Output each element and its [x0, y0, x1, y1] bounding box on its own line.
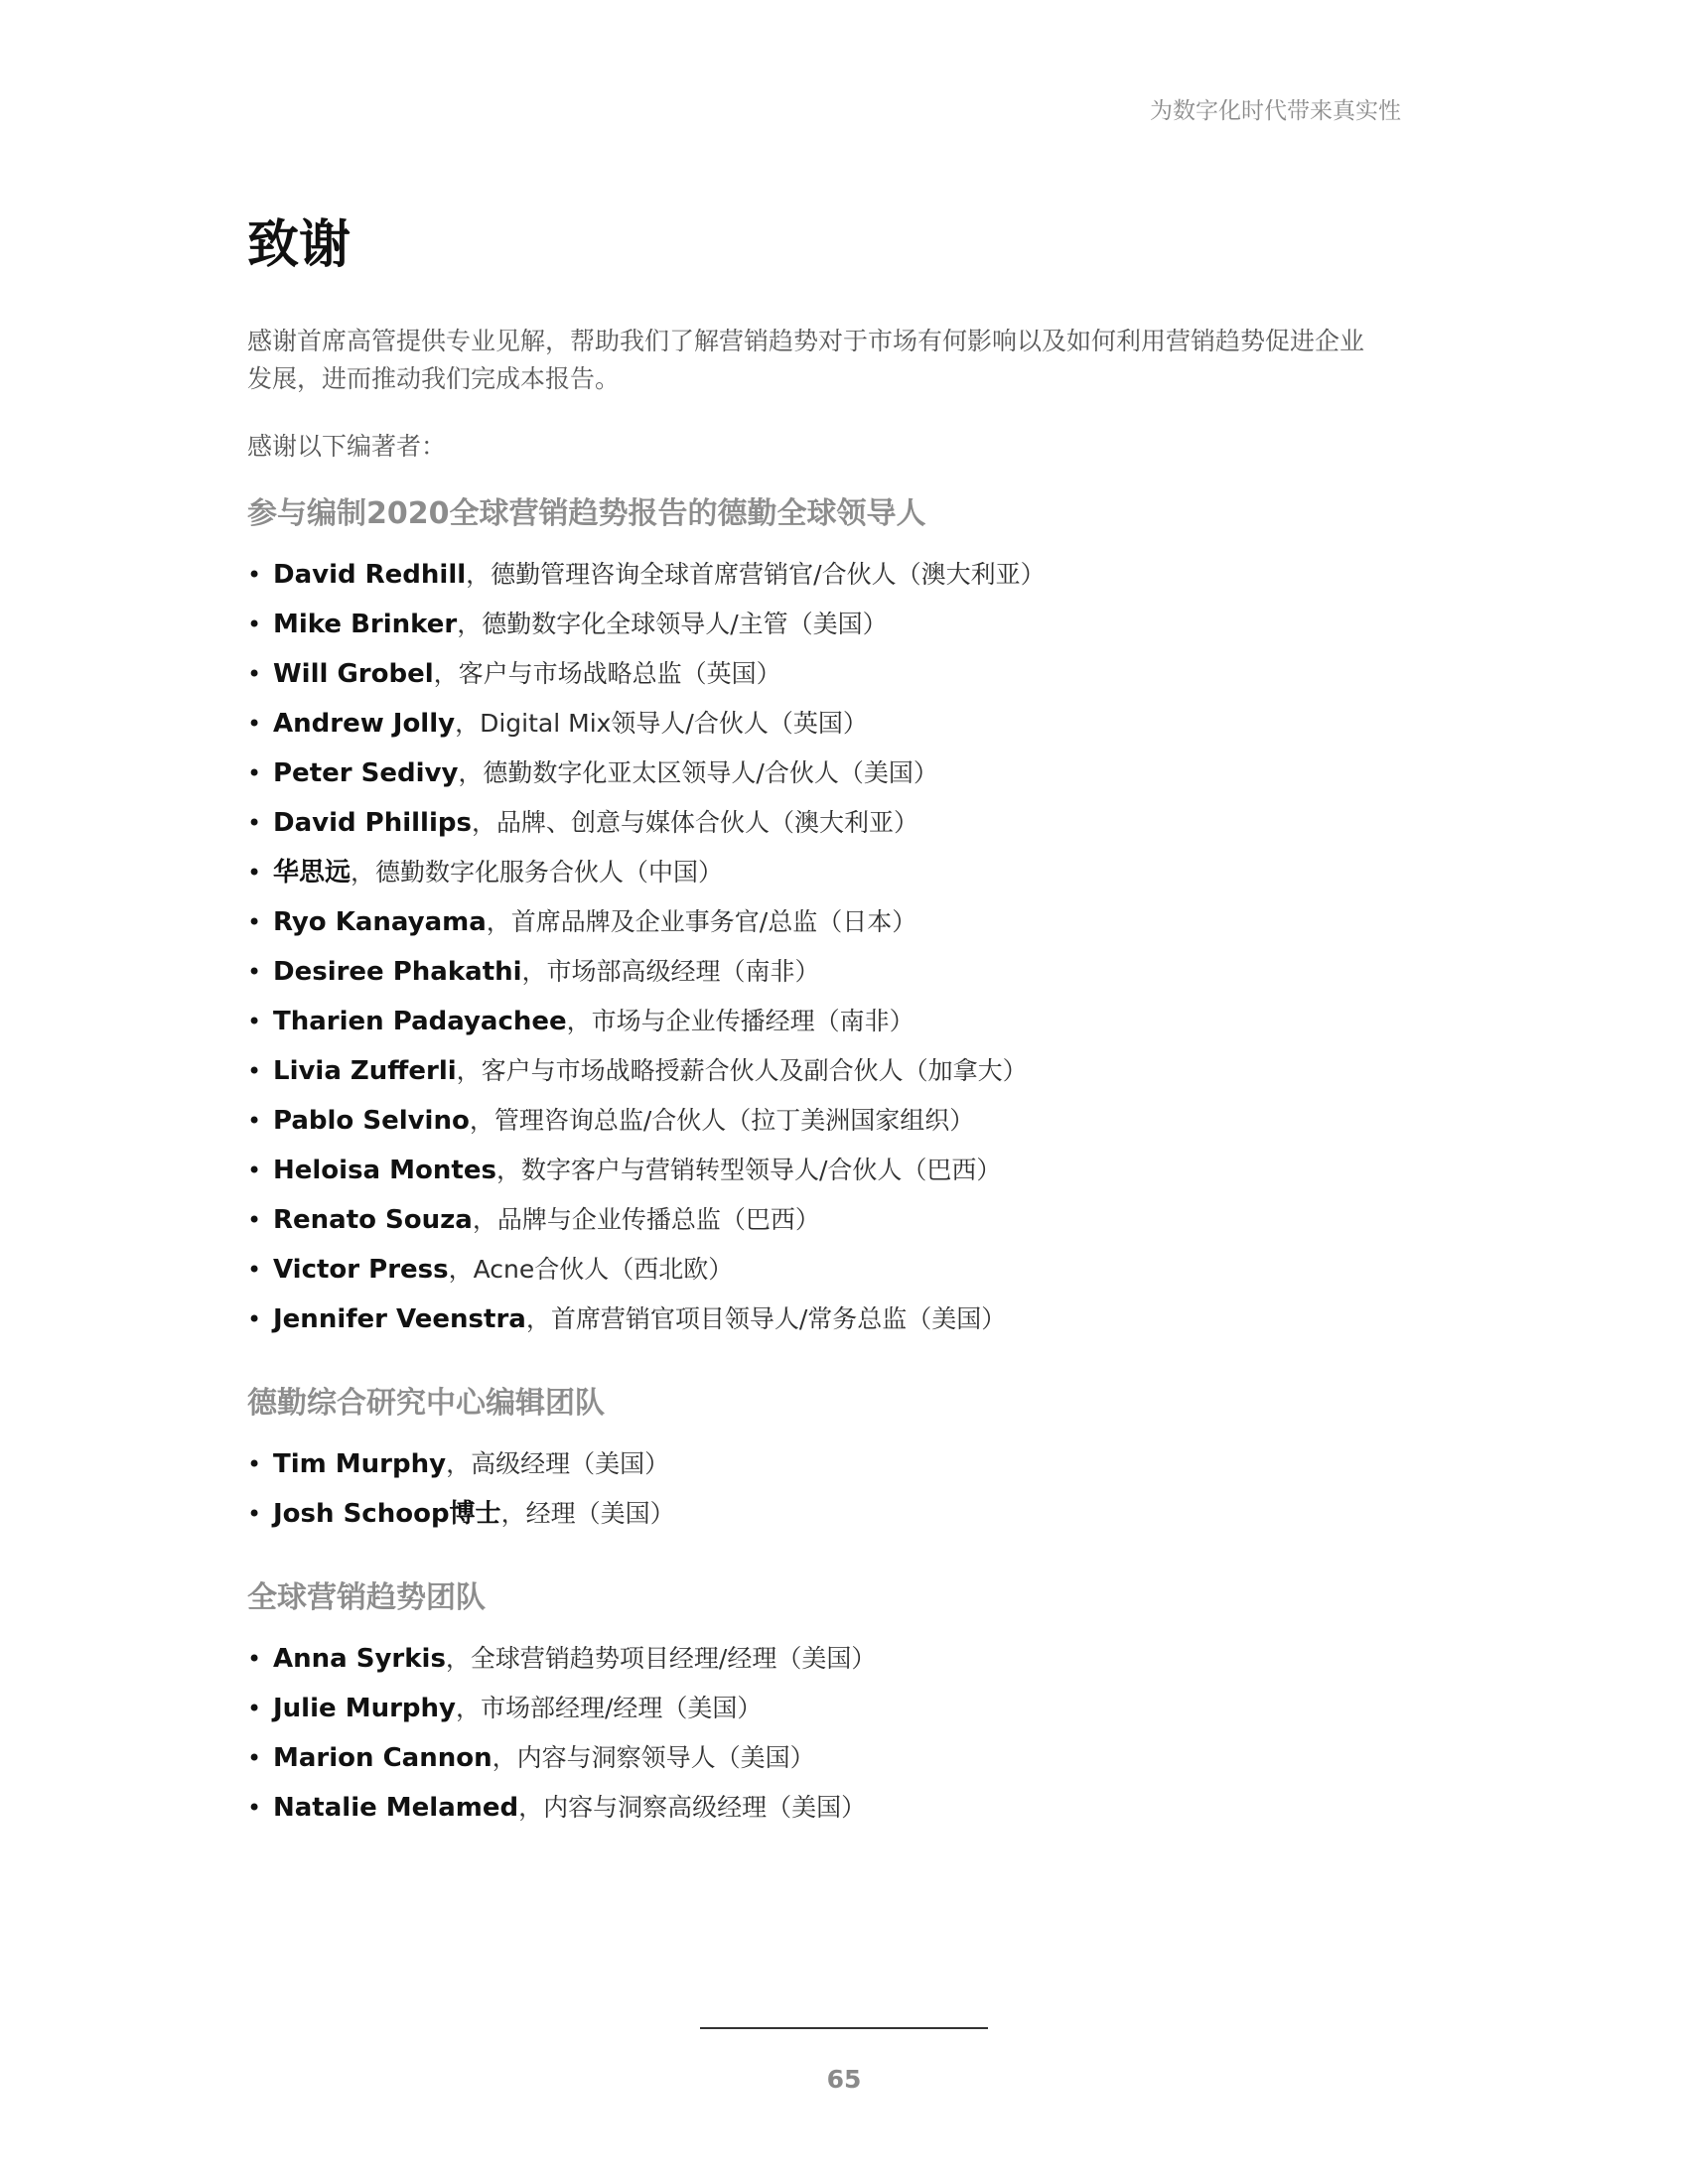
intro-line: 感谢首席高管提供专业见解，帮助我们了解营销趋势对于市场有何影响以及如何利用营销趋势促进企业	[247, 327, 1365, 355]
person-role: ，德勤数字化亚太区领导人/合伙人（美国）	[458, 758, 938, 787]
bullet-icon: •	[247, 1008, 262, 1035]
person-name: Will Grobel	[273, 659, 434, 689]
person-role: ，市场与企业传播经理（南非）	[566, 1007, 914, 1035]
list-item	[247, 699, 1439, 749]
list-item	[247, 649, 1439, 699]
bullet-icon: •	[247, 1645, 262, 1673]
people-list	[247, 1634, 1439, 1833]
list-item	[247, 947, 1439, 997]
list-item	[247, 1439, 1439, 1489]
person-name: Josh Schoop博士	[273, 1499, 501, 1529]
person-role: ，首席品牌及企业事务官/总监（日本）	[486, 907, 917, 936]
bullet-icon: •	[247, 1107, 262, 1135]
list-item	[247, 1295, 1439, 1344]
person-role: ，Digital Mix领导人/合伙人（英国）	[455, 709, 868, 738]
person-name: Marion Cannon	[273, 1743, 492, 1773]
section-heading: 全球营销趋势团队	[247, 1580, 486, 1615]
person-name: Tharien Padayachee	[273, 1007, 567, 1036]
bullet-icon: •	[247, 1744, 262, 1772]
person-name: Renato Souza	[273, 1205, 473, 1235]
page-content	[247, 204, 1439, 1833]
intro-line: 发展，进而推动我们完成本报告。	[247, 364, 621, 393]
list-item	[247, 1783, 1439, 1833]
person-name: Peter Sedivy	[273, 758, 459, 788]
intro-paragraph	[247, 323, 1439, 398]
person-name: Julie Murphy	[273, 1694, 456, 1723]
bullet-icon: •	[247, 1206, 262, 1234]
person-role: ，管理咨询总监/合伙人（拉丁美洲国家组织）	[469, 1106, 975, 1135]
person-name: Anna Syrkis	[273, 1644, 446, 1674]
person-role: ，高级经理（美国）	[446, 1449, 670, 1478]
person-role: ，首席营销官项目领导人/常务总监（美国）	[525, 1304, 1007, 1333]
list-item	[247, 1096, 1439, 1146]
bullet-icon: •	[247, 1450, 262, 1478]
section-heading: 参与编制2020全球营销趋势报告的德勤全球领导人	[247, 496, 926, 531]
running-header: 为数字化时代带来真实性	[1150, 98, 1401, 124]
person-role: ，品牌、创意与媒体合伙人（澳大利亚）	[471, 808, 918, 837]
people-list	[247, 1439, 1439, 1539]
person-name: Jennifer Veenstra	[273, 1304, 526, 1334]
person-name: Heloisa Montes	[273, 1156, 496, 1185]
person-role: ，德勤管理咨询全球首席营销官/合伙人（澳大利亚）	[466, 560, 1046, 589]
person-name: Natalie Melamed	[273, 1793, 519, 1823]
page-title: 致谢	[247, 215, 352, 275]
list-item	[247, 1634, 1439, 1684]
person-name: David Redhill	[273, 560, 467, 590]
bullet-icon: •	[247, 710, 262, 738]
list-item	[247, 1489, 1439, 1539]
list-item	[247, 1146, 1439, 1195]
list-item	[247, 1245, 1439, 1295]
person-role: ，经理（美国）	[500, 1499, 675, 1528]
list-item	[247, 749, 1439, 798]
bullet-icon: •	[247, 809, 262, 837]
list-item	[247, 1733, 1439, 1783]
person-name: Desiree Phakathi	[273, 957, 522, 987]
person-name: Victor Press	[273, 1255, 449, 1285]
bullet-icon: •	[247, 611, 262, 638]
section-trends-team	[247, 1576, 1439, 1833]
person-role: ，内容与洞察高级经理（美国）	[518, 1793, 867, 1822]
list-item	[247, 1684, 1439, 1733]
contributors-intro: 感谢以下编著者：	[247, 432, 447, 461]
person-role: ，德勤数字化服务合伙人（中国）	[351, 858, 724, 887]
bullet-icon: •	[247, 1794, 262, 1822]
person-role: ，德勤数字化全球领导人/主管（美国）	[457, 610, 888, 638]
list-item	[247, 600, 1439, 649]
person-role: ，市场部高级经理（南非）	[521, 957, 820, 986]
person-name: Ryo Kanayama	[273, 907, 487, 937]
person-role: ，数字客户与营销转型领导人/合伙人（巴西）	[495, 1156, 1002, 1184]
bullet-icon: •	[247, 759, 262, 787]
person-role: ，市场部经理/经理（美国）	[455, 1694, 763, 1722]
person-role: ，客户与市场战略授薪合伙人及副合伙人（加拿大）	[456, 1056, 1028, 1085]
list-item	[247, 1195, 1439, 1245]
person-name: Livia Zufferli	[273, 1056, 457, 1086]
footer-divider	[700, 2027, 988, 2029]
bullet-icon: •	[247, 561, 262, 589]
bullet-icon: •	[247, 1500, 262, 1528]
section-editorial-team	[247, 1382, 1439, 1539]
person-role: ，Acne合伙人（西北欧）	[448, 1255, 734, 1284]
bullet-icon: •	[247, 1695, 262, 1722]
list-item	[247, 848, 1439, 897]
person-role: ，内容与洞察领导人（美国）	[492, 1743, 815, 1772]
bullet-icon: •	[247, 1057, 262, 1085]
person-name: Tim Murphy	[273, 1449, 447, 1479]
person-name: 华思远	[273, 858, 352, 887]
list-item	[247, 897, 1439, 947]
bullet-icon: •	[247, 1256, 262, 1284]
person-role: ，全球营销趋势项目经理/经理（美国）	[445, 1644, 877, 1673]
bullet-icon: •	[247, 660, 262, 688]
person-role: ，客户与市场战略总监（英国）	[433, 659, 781, 688]
bullet-icon: •	[247, 859, 262, 887]
list-item	[247, 798, 1439, 848]
list-item	[247, 1046, 1439, 1096]
person-role: ，品牌与企业传播总监（巴西）	[472, 1205, 820, 1234]
page-number: 65	[826, 2065, 862, 2094]
person-name: Pablo Selvino	[273, 1106, 470, 1136]
person-name: Mike Brinker	[273, 610, 458, 639]
bullet-icon: •	[247, 1157, 262, 1184]
list-item	[247, 997, 1439, 1046]
bullet-icon: •	[247, 1305, 262, 1333]
people-list	[247, 550, 1439, 1344]
bullet-icon: •	[247, 908, 262, 936]
list-item	[247, 550, 1439, 600]
person-name: David Phillips	[273, 808, 472, 838]
person-name: Andrew Jolly	[273, 709, 456, 739]
bullet-icon: •	[247, 958, 262, 986]
section-heading: 德勤综合研究中心编辑团队	[247, 1386, 605, 1421]
section-global-leaders	[247, 492, 1439, 1344]
